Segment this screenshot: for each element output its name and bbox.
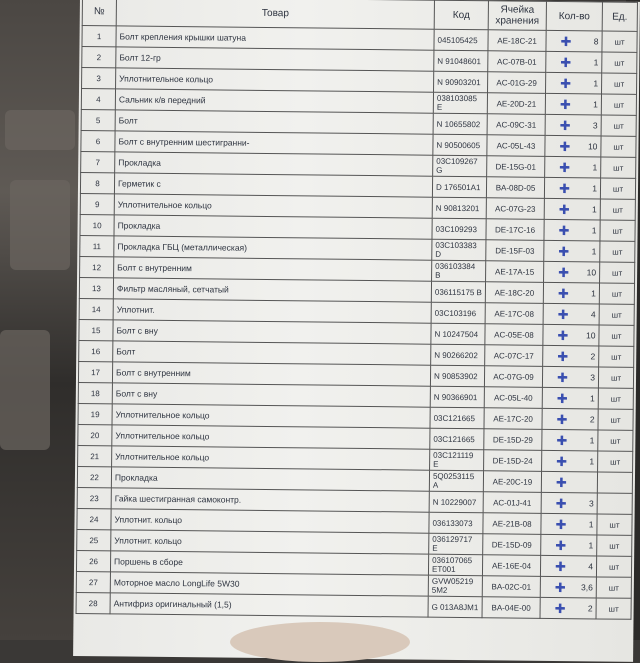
row-number: 27: [76, 571, 110, 592]
item-name: Уплотнительное кольцо: [112, 446, 430, 470]
check-mark-icon: ✚: [554, 580, 566, 596]
item-name: Прокладка: [114, 215, 432, 239]
quantity: 8 ✚: [546, 30, 602, 52]
check-mark-icon: ✚: [560, 76, 572, 92]
item-name: Моторное масло LongLife 5W30: [110, 572, 428, 596]
check-mark-icon: ✚: [556, 412, 568, 428]
item-code: 03C103383 D: [432, 239, 486, 261]
storage-cell: AE-16E-04: [482, 555, 540, 577]
item-code: N 90813201: [432, 197, 486, 219]
quantity: 1 ✚: [545, 93, 601, 115]
storage-cell: BA-02C-01: [482, 576, 540, 598]
unit: шт: [599, 283, 634, 304]
item-code: 03C121665: [430, 407, 484, 429]
row-number: 13: [79, 278, 113, 299]
item-code: 036107065 ET001: [428, 554, 482, 576]
row-number: 26: [76, 550, 110, 571]
storage-cell: AE-17A-15: [486, 261, 544, 283]
quantity: 10 ✚: [545, 135, 601, 157]
check-mark-icon: ✚: [554, 601, 566, 617]
table-row: [76, 592, 631, 619]
check-mark-icon: ✚: [555, 496, 567, 512]
row-number: 21: [78, 446, 112, 467]
item-name: Герметик с: [114, 173, 432, 197]
unit: шт: [601, 136, 636, 157]
row-number: 18: [78, 383, 112, 404]
storage-cell: AE-18C-20: [485, 282, 543, 304]
storage-cell: AC-07G-09: [484, 366, 542, 388]
row-number: 6: [81, 131, 115, 152]
quantity: 1 ✚: [544, 177, 600, 199]
header-item: Товар: [116, 0, 434, 29]
quantity: 1 ✚: [543, 282, 599, 304]
storage-cell: BA-04E-00: [482, 597, 540, 619]
check-mark-icon: ✚: [558, 202, 570, 218]
unit: шт: [598, 430, 633, 451]
item-name: Уплотнительное кольцо: [114, 194, 432, 218]
check-mark-icon: ✚: [559, 139, 571, 155]
item-name: Уплотнительное кольцо: [112, 404, 430, 428]
row-number: 11: [80, 236, 114, 257]
item-name: Болт с вну: [113, 320, 431, 344]
row-number: 10: [80, 215, 114, 236]
header-num: №: [82, 0, 116, 26]
check-mark-icon: ✚: [560, 55, 572, 71]
item-code: N 90366901: [430, 386, 484, 408]
quantity: 1 ✚: [542, 450, 598, 472]
item-name: Прокладка ГБЦ (металлическая): [114, 236, 432, 260]
item-code: 03C121665: [430, 428, 484, 450]
storage-cell: AE-18C-21: [488, 30, 546, 52]
item-code: 03C109267 G: [433, 155, 487, 177]
storage-cell: AC-07G-23: [486, 198, 544, 220]
storage-cell: DE-17C-16: [486, 219, 544, 241]
item-code: 036115175 B: [431, 281, 485, 303]
quantity: 2 ✚: [540, 597, 596, 619]
item-code: N 90266202: [431, 344, 485, 366]
item-code: N 91048601: [434, 50, 488, 72]
row-number: 4: [81, 89, 115, 110]
row-number: 9: [80, 194, 114, 215]
quantity: [541, 471, 597, 493]
storage-cell: AE-21B-08: [483, 513, 541, 535]
item-name: Антифриз оригинальный (1,5): [110, 593, 428, 617]
quantity: 1 ✚: [542, 387, 598, 409]
item-code: N 90500605: [433, 134, 487, 156]
row-number: 28: [76, 592, 110, 613]
row-number: 7: [81, 152, 115, 173]
quantity: 1 ✚: [541, 513, 597, 535]
check-mark-icon: ✚: [560, 34, 572, 50]
row-number: 16: [79, 341, 113, 362]
quantity: 3 ✚: [542, 366, 598, 388]
item-code: N 10655802: [433, 113, 487, 135]
unit: шт: [600, 220, 635, 241]
storage-cell: AE-17C-08: [485, 303, 543, 325]
row-number: 20: [78, 425, 112, 446]
unit: шт: [597, 535, 632, 556]
item-name: Сальник к/в передний: [115, 89, 433, 113]
unit: шт: [598, 367, 633, 388]
row-number: 2: [82, 47, 116, 68]
check-mark-icon: ✚: [558, 244, 570, 260]
header-cell: Ячейка хранения: [488, 1, 546, 31]
storage-cell: AE-20C-19: [483, 471, 541, 493]
check-mark-icon: ✚: [558, 223, 570, 239]
storage-cell: AE-20D-21: [487, 93, 545, 115]
item-code: N 90853902: [430, 365, 484, 387]
storage-cell: DE-15D-24: [484, 450, 542, 472]
item-code: GVW05219 5M2: [428, 575, 482, 597]
item-name: Фильтр масляный, сетчатый: [113, 278, 431, 302]
item-name: Прокладка: [115, 152, 433, 176]
unit: шт: [596, 556, 631, 577]
check-mark-icon: ✚: [557, 286, 569, 302]
storage-cell: DE-15F-03: [486, 240, 544, 262]
storage-cell: DE-15D-29: [484, 429, 542, 451]
item-name: Уплотнит. кольцо: [111, 530, 429, 554]
row-number: 23: [77, 487, 111, 508]
unit: шт: [601, 157, 636, 178]
unit: шт: [596, 598, 631, 619]
item-code: 03C103196: [431, 302, 485, 324]
parts-table: [76, 0, 638, 620]
item-name: Болт 12-гр: [116, 47, 434, 71]
storage-cell: AC-01J-41: [483, 492, 541, 514]
unit: шт: [597, 514, 632, 535]
item-code: N 10229007: [429, 491, 483, 513]
storage-cell: AE-17C-20: [484, 408, 542, 430]
unit: шт: [598, 409, 633, 430]
check-mark-icon: ✚: [556, 370, 569, 386]
check-mark-icon: ✚: [557, 349, 569, 365]
item-name: Гайка шестигранная самоконтр.: [111, 488, 429, 512]
item-code: G 013A8JM1: [428, 596, 482, 618]
unit: шт: [598, 451, 633, 472]
unit: шт: [598, 388, 633, 409]
item-name: Уплотнит. кольцо: [111, 509, 429, 533]
check-mark-icon: ✚: [559, 118, 571, 134]
item-name: Болт: [115, 110, 433, 134]
inventory-sheet: [73, 0, 640, 662]
quantity: 1 ✚: [546, 72, 602, 94]
row-number: 15: [79, 320, 113, 341]
check-mark-icon: ✚: [557, 307, 569, 323]
item-name: Болт с внутренним: [112, 362, 430, 386]
header-qty: Кол-во: [546, 1, 602, 31]
storage-cell: DE-15G-01: [487, 156, 545, 178]
header-unit: Ед.: [602, 2, 637, 31]
row-number: 19: [78, 404, 112, 425]
storage-cell: AC-01G-29: [488, 72, 546, 94]
unit: шт: [599, 325, 634, 346]
storage-cell: AC-07B-01: [488, 51, 546, 73]
item-code: 045105425: [434, 29, 488, 51]
item-code: 036129717 E: [429, 533, 483, 555]
check-mark-icon: ✚: [555, 517, 567, 533]
item-code: 036103384 B: [432, 260, 486, 282]
row-number: 12: [80, 257, 114, 278]
unit: шт: [602, 52, 637, 73]
unit: шт: [602, 31, 637, 52]
check-mark-icon: ✚: [556, 454, 568, 470]
item-name: Прокладка: [111, 467, 429, 491]
quantity: 2 ✚: [543, 345, 599, 367]
quantity: 1 ✚: [541, 534, 597, 556]
quantity: 1 ✚: [544, 240, 600, 262]
row-number: 3: [82, 68, 116, 89]
unit: [597, 472, 632, 493]
unit: шт: [600, 262, 635, 283]
unit: шт: [599, 346, 634, 367]
item-code: 5Q0253115 A: [429, 470, 483, 492]
item-name: Уплотнительное кольцо: [116, 68, 434, 92]
quantity: 1 ✚: [544, 198, 600, 220]
quantity: 2 ✚: [542, 408, 598, 430]
item-name: Болт: [113, 341, 431, 365]
quantity: 3,6 ✚: [540, 576, 596, 598]
check-mark-icon: ✚: [556, 433, 568, 449]
check-mark-icon: ✚: [555, 538, 567, 554]
check-mark-icon: ✚: [557, 328, 569, 344]
row-number: 24: [77, 508, 111, 529]
quantity: 10 ✚: [543, 324, 599, 346]
check-mark-icon: ✚: [554, 559, 567, 575]
storage-cell: AC-09C-31: [487, 114, 545, 136]
quantity: 1 ✚: [546, 51, 602, 73]
unit: шт: [601, 115, 636, 136]
unit: шт: [601, 94, 636, 115]
storage-cell: AC-07C-17: [485, 345, 543, 367]
item-code: 038103085 E: [433, 92, 487, 114]
unit: шт: [602, 73, 637, 94]
storage-cell: DE-15D-09: [483, 534, 541, 556]
unit: шт: [600, 178, 635, 199]
check-mark-icon: ✚: [555, 475, 567, 491]
storage-cell: AC-05L-40: [484, 387, 542, 409]
quantity: 1 ✚: [542, 429, 598, 451]
row-number: 22: [77, 467, 111, 488]
quantity: 4 ✚: [540, 555, 596, 577]
item-name: Уплотнительное кольцо: [112, 425, 430, 449]
check-mark-icon: ✚: [559, 97, 571, 113]
item-name: Болт крепления крышки шатуна: [116, 26, 434, 50]
check-mark-icon: ✚: [558, 181, 570, 197]
quantity: 1 ✚: [544, 219, 600, 241]
item-name: Уплотнит.: [113, 299, 431, 323]
quantity: 4 ✚: [543, 303, 599, 325]
quantity: 3 ✚: [545, 114, 601, 136]
item-name: Болт с вну: [112, 383, 430, 407]
storage-cell: AC-05L-43: [487, 135, 545, 157]
row-number: 25: [77, 529, 111, 550]
unit: шт: [600, 241, 635, 262]
item-code: N 90903201: [434, 71, 488, 93]
item-code: 03C121119 E: [430, 449, 484, 471]
unit: шт: [596, 577, 631, 598]
item-name: Поршень в сборе: [110, 551, 428, 575]
quantity: 3 ✚: [541, 492, 597, 514]
storage-cell: BA-08D-05: [486, 177, 544, 199]
unit: шт: [600, 199, 635, 220]
unit: шт: [599, 304, 634, 325]
quantity: 1 ✚: [545, 156, 601, 178]
item-name: Болт с внутренним: [114, 257, 432, 281]
item-code: 036133073: [429, 512, 483, 534]
unit: [597, 493, 632, 514]
storage-cell: AC-05E-08: [485, 324, 543, 346]
check-mark-icon: ✚: [558, 265, 570, 281]
row-number: 8: [80, 173, 114, 194]
item-code: D 176501A1: [432, 176, 486, 198]
finger: [230, 622, 410, 662]
header-code: Код: [434, 0, 488, 30]
row-number: 1: [82, 26, 116, 47]
item-name: Болт с внутренним шестигранни-: [115, 131, 433, 155]
item-code: N 10247504: [431, 323, 485, 345]
check-mark-icon: ✚: [556, 391, 568, 407]
row-number: 14: [79, 299, 113, 320]
check-mark-icon: ✚: [559, 160, 571, 176]
item-code: 03C109293: [432, 218, 486, 240]
quantity: 10 ✚: [544, 261, 600, 283]
row-number: 5: [81, 110, 115, 131]
row-number: 17: [78, 362, 112, 383]
